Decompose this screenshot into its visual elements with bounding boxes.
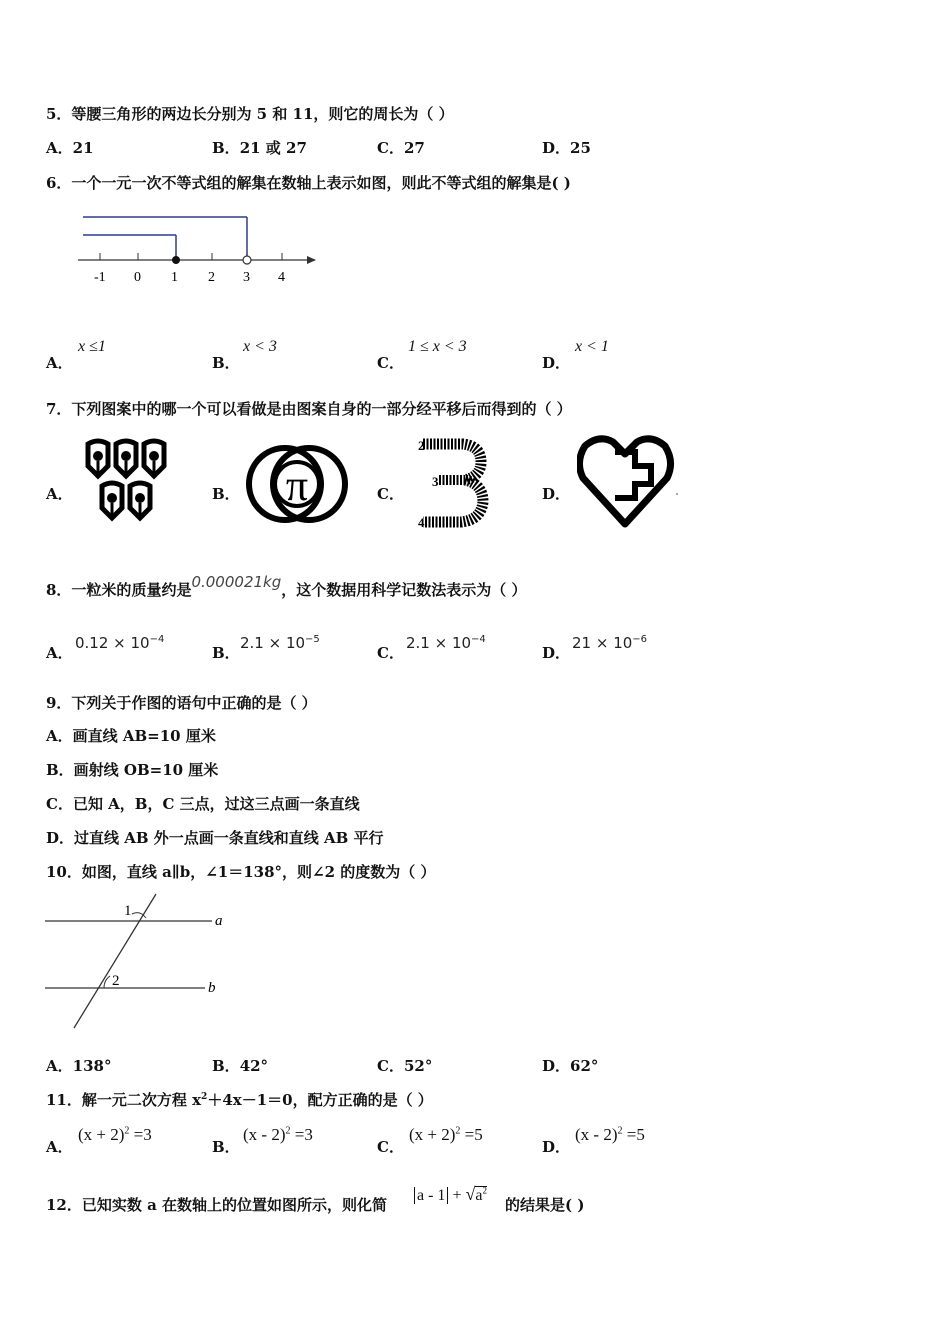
q10-option-b: B．42° — [212, 1057, 269, 1075]
q11-option-d-value: (x - 2)$^2$ =5 — [575, 1125, 645, 1144]
q6-tick-label: 0 — [134, 270, 141, 285]
q7-figure-b-pi-symbol: π — [285, 461, 309, 510]
q12-stem-after: 的结果是( ) — [505, 1196, 585, 1214]
q8-option-a-value: $0.12 \times 10^{-4}$ — [75, 634, 165, 652]
q12-stem-before: 12．已知实数 a 在数轴上的位置如图所示，则化简 — [46, 1196, 388, 1214]
q8-option-b-letter: B． — [212, 644, 240, 662]
q7-stem: 7．下列图案中的哪一个可以看做是由图案自身的一部分经平移后而得到的（ ） — [46, 400, 572, 418]
q5-option-a: A．21 — [46, 139, 94, 157]
q9-option-c: C．已知 A，B，C 三点，过这三点画一条直线 — [46, 795, 360, 813]
q8-option-c-value: $2.1 \times 10^{-4}$ — [406, 634, 486, 652]
q6-option-a-value: x ≤1 — [78, 338, 106, 355]
q6-option-c-letter: C． — [377, 354, 404, 372]
q8-mass-value: 0.000021kg — [191, 573, 282, 591]
q9-option-a: A．画直线 AB=10 厘米 — [46, 727, 216, 745]
q7-option-b-letter: B． — [212, 485, 240, 503]
q7-figure-a-shield-pattern — [80, 436, 175, 528]
q9-option-b: B．画射线 OB=10 厘米 — [46, 761, 219, 779]
q7-figure-c-number-three — [415, 434, 490, 529]
q10-angle-2-label: 2 — [112, 973, 120, 989]
q8-option-d-value: $21 \times 10^{-6}$ — [572, 634, 648, 652]
q10-stem: 10．如图，直线 a∥b，∠1＝138°，则∠2 的度数为（ ） — [46, 863, 436, 881]
q6-stem: 6．一个一元一次不等式组的解集在数轴上表示如图，则此不等式组的解集是( ) — [46, 174, 571, 192]
q9-option-d: D．过直线 AB 外一点画一条直线和直线 AB 平行 — [46, 829, 384, 847]
q10-option-d: D．62° — [542, 1057, 599, 1075]
q6-number-line-figure — [70, 205, 330, 295]
q5-stem: 5．等腰三角形的两边长分别为 5 和 11，则它的周长为（ ） — [46, 105, 454, 123]
q11-stem: 11．解一元二次方程 $x^2+4x-1=0$，配方正确的是（ ） — [46, 1091, 433, 1109]
q7-option-c-letter: C． — [377, 485, 404, 503]
q7-figure-c-digit: 3 — [432, 474, 439, 489]
q6-tick-label: 2 — [208, 270, 215, 285]
q11-option-a-value: $(x + 2)^2 =3$ — [78, 1125, 152, 1144]
q11-option-c-value: $(x + 2)^2 =5$ — [409, 1125, 483, 1144]
q8-stem: 8．一粒米的质量约是0.000021kg，这个数据用科学记数法表示为（ ） — [46, 573, 527, 599]
q10-parallel-lines-figure — [40, 888, 240, 1033]
q7-figure-c-digit: 2 — [418, 438, 425, 453]
q10-line-b-label: b — [208, 980, 216, 996]
q7-option-a-letter: A． — [46, 485, 73, 503]
q6-tick-label: 4 — [278, 270, 285, 285]
q8-option-c-letter: C． — [377, 644, 404, 662]
q11-option-d-letter: D． — [542, 1138, 571, 1156]
q12-expression: $a - 1 + √a^2$ — [414, 1184, 487, 1205]
q6-option-b-letter: B． — [212, 354, 240, 372]
q6-tick-label: 3 — [243, 270, 250, 285]
q5-option-b: B．21 或 27 — [212, 139, 307, 157]
q11-option-c-letter: C． — [377, 1138, 404, 1156]
q10-option-a: A．138° — [46, 1057, 112, 1075]
q8-option-b-value: $2.1 \times 10^{-5}$ — [240, 634, 320, 652]
q6-option-a-letter: A． — [46, 354, 73, 372]
q10-line-a-label: a — [215, 913, 223, 929]
q11-option-b-letter: B． — [212, 1138, 240, 1156]
q6-option-b-value: x < 3 — [243, 338, 277, 355]
q11-option-a-letter: A． — [46, 1138, 73, 1156]
q5-option-c: C．27 — [377, 139, 425, 157]
q6-tick-label: 1 — [171, 270, 178, 285]
q10-option-c: C．52° — [377, 1057, 433, 1075]
q9-stem: 9．下列关于作图的语句中正确的是（ ） — [46, 694, 317, 712]
q10-angle-1-label: 1 — [124, 903, 132, 919]
q7-figure-c-digit: 4 — [418, 515, 425, 529]
q7-figure-d-heart-cross — [577, 432, 682, 530]
q8-option-a-letter: A． — [46, 644, 73, 662]
q6-option-d-value: x < 1 — [575, 338, 609, 355]
q5-option-d: D．25 — [542, 139, 591, 157]
q11-option-b-value: (x - 2)$^2$ =3 — [243, 1125, 313, 1144]
q12-absolute-value: a - 1 — [414, 1187, 448, 1204]
q7-option-d-letter: D． — [542, 485, 571, 503]
q6-tick-label: -1 — [94, 270, 106, 285]
q6-option-d-letter: D． — [542, 354, 571, 372]
q7-figure-b-pi-rings — [245, 440, 350, 528]
q6-option-c-value: 1 ≤ x < 3 — [408, 338, 467, 355]
q12-square-root: $a^2$ — [475, 1185, 487, 1204]
q8-option-d-letter: D． — [542, 644, 571, 662]
